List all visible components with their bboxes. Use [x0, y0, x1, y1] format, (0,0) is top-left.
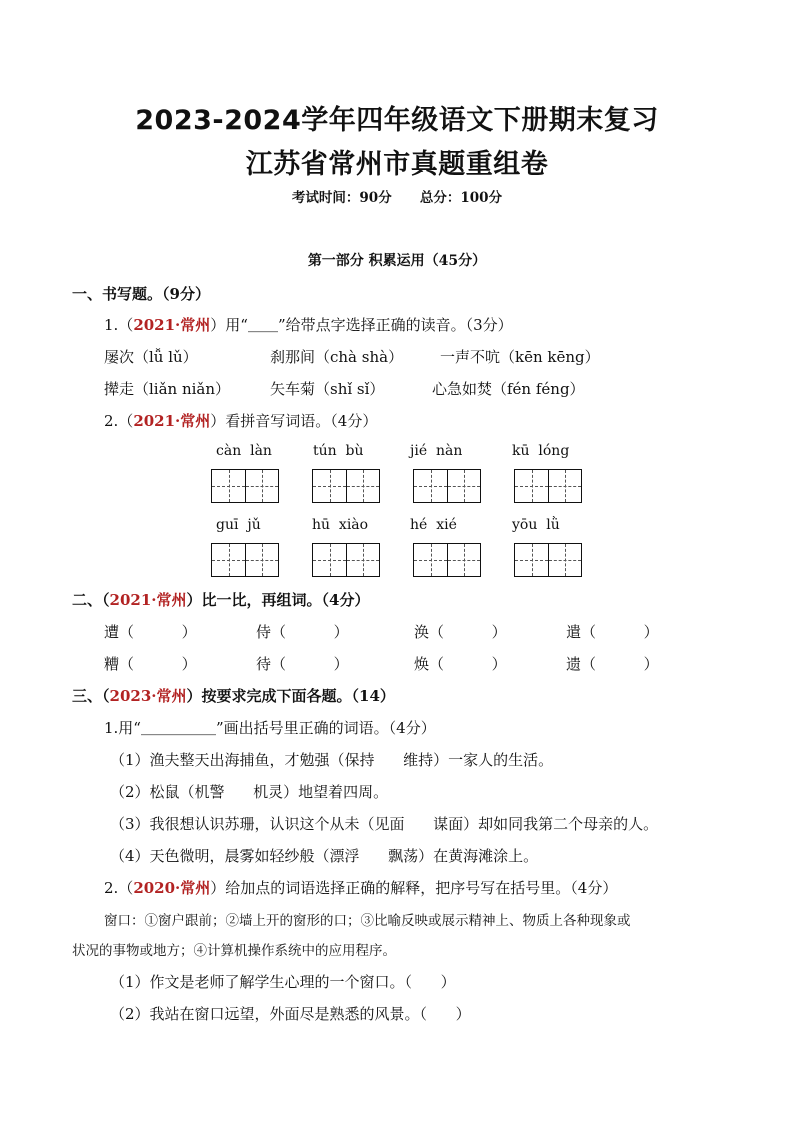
source-tag: 2020·常州 — [133, 879, 211, 897]
writing-grid[interactable] — [514, 469, 582, 503]
pinyin-option: 撵走（liǎn niǎn） — [104, 380, 231, 398]
pinyin-label: hé xié — [410, 517, 457, 533]
word-pair-item: 焕（ ） — [414, 655, 507, 673]
definition-text: 状况的事物或地方；④计算机操作系统中的应用程序。 — [72, 943, 396, 959]
q3-sub1-item: （4）天色微明，晨雾如轻纱般（漂浮 飘荡）在黄海滩涂上。 — [110, 847, 539, 865]
word-pair-item: 涣（ ） — [414, 623, 507, 641]
source-tag: 2021·常州 — [109, 591, 187, 609]
exam-title-line2: 江苏省常州市真题重组卷 — [245, 149, 549, 180]
writing-grid[interactable] — [211, 469, 279, 503]
part1-title: 第一部分 积累运用（45分） — [307, 253, 487, 269]
source-tag: 2021·常州 — [133, 316, 211, 334]
word-pair-item: 待（ ） — [256, 655, 349, 673]
definition-text: 窗口：①窗户跟前；②墙上开的窗形的口；③比喻反映或展示精神上、物质上各种现象或 — [104, 913, 631, 929]
q3-sub1-prompt: 1.用“＿＿＿＿＿”画出括号里正确的词语。（4分） — [104, 719, 436, 737]
q1-sub2-prompt: 2.（2021·常州）看拼音写词语。（4分） — [104, 412, 378, 430]
pinyin-label: yōu lǜ — [512, 517, 560, 533]
writing-grid[interactable] — [413, 469, 481, 503]
source-tag: 2023·常州 — [109, 687, 187, 705]
q1-heading: 一、书写题。（9分） — [72, 285, 210, 303]
exam-info: 考试时间：90分 总分：100分 — [291, 190, 503, 206]
q3-sub2-prompt: 2.（2020·常州）给加点的词语选择正确的解释，把序号写在括号里。（4分） — [104, 879, 618, 897]
q3-sub2-item: （2）我站在窗口远望，外面尽是熟悉的风景。（ ） — [110, 1005, 471, 1023]
source-tag: 2021·常州 — [133, 412, 211, 430]
pinyin-label: càn làn — [216, 443, 272, 459]
word-pair-item: 遗（ ） — [566, 655, 659, 673]
word-pair-item: 糟（ ） — [104, 655, 197, 673]
q1-sub1-prompt: 1.（2021·常州）用“＿＿”给带点字选择正确的读音。（3分） — [104, 316, 513, 334]
writing-grid[interactable] — [514, 543, 582, 577]
pinyin-label: guī jǔ — [216, 517, 261, 533]
pinyin-option: 屡次（lǚ lǔ） — [104, 348, 198, 366]
pinyin-label: jié nàn — [410, 443, 463, 459]
pinyin-option: 矢车菊（shǐ sǐ） — [270, 380, 385, 398]
pinyin-option: 一声不吭（kēn kēng） — [440, 348, 600, 366]
writing-grid[interactable] — [312, 469, 380, 503]
writing-grid[interactable] — [312, 543, 380, 577]
exam-title-line1: 2023-2024学年四年级语文下册期末复习 — [135, 105, 659, 136]
word-pair-item: 侍（ ） — [256, 623, 349, 641]
writing-grid[interactable] — [413, 543, 481, 577]
pinyin-label: kū lóng — [512, 443, 570, 459]
pinyin-label: tún bù — [313, 443, 364, 459]
pinyin-label: hū xiào — [312, 517, 369, 533]
q3-heading: 三、（2023·常州）按要求完成下面各题。（14） — [72, 687, 395, 705]
q3-sub1-item: （3）我很想认识苏珊，认识这个从未（见面 谋面）却如同我第二个母亲的人。 — [110, 815, 659, 833]
q3-sub1-item: （1）渔夫整天出海捕鱼，才勉强（保持 维持）一家人的生活。 — [110, 751, 554, 769]
word-pair-item: 遭（ ） — [104, 623, 197, 641]
q2-heading: 二、（2021·常州）比一比，再组词。（4分） — [72, 591, 370, 609]
pinyin-option: 心急如焚（fén féng） — [432, 380, 585, 398]
word-pair-item: 遣（ ） — [566, 623, 659, 641]
pinyin-option: 刹那间（chà shà） — [270, 348, 404, 366]
writing-grid[interactable] — [211, 543, 279, 577]
q3-sub2-item: （1）作文是老师了解学生心理的一个窗口。（ ） — [110, 973, 456, 991]
q3-sub1-item: （2）松鼠（机警 机灵）地望着四周。 — [110, 783, 389, 801]
